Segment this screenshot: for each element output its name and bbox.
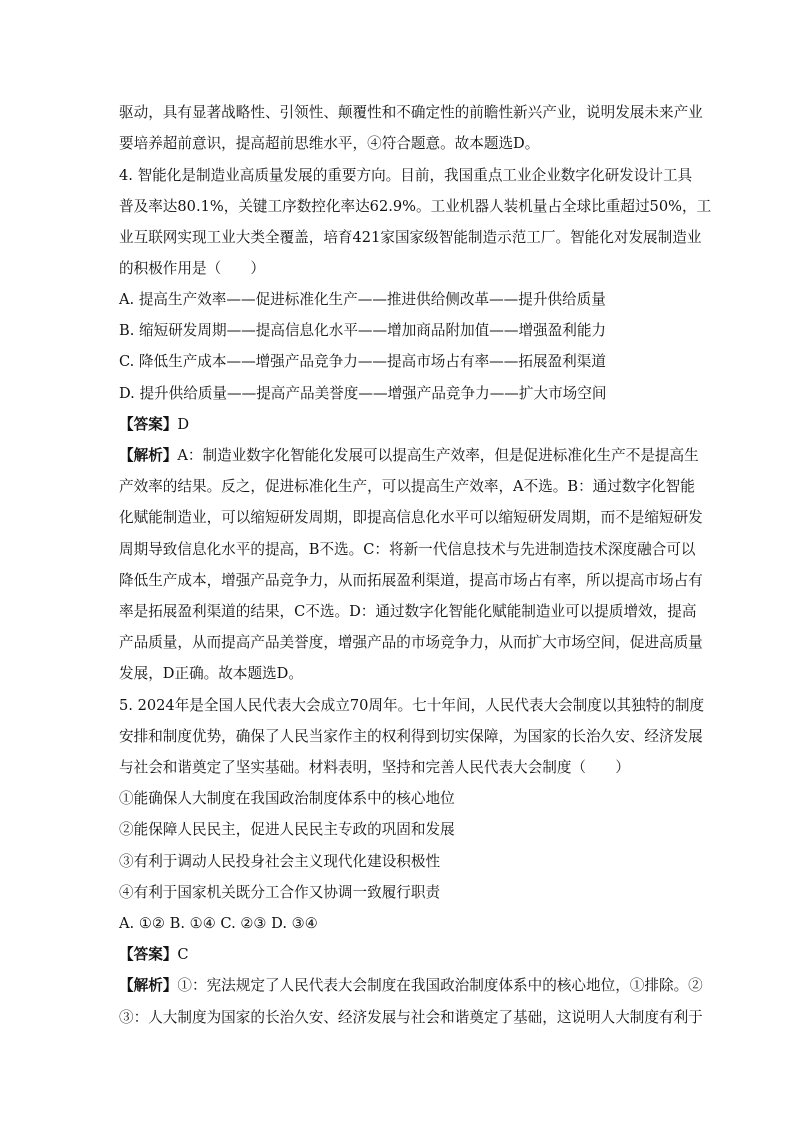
analysis-text: ①：宪法规定了人民代表大会制度在我国政治制度体系中的核心地位，①排除。②: [177, 977, 703, 994]
option-c: C. 降低生产成本——增强产品竞争力——提高市场占有率——拓展盈利渠道: [119, 353, 606, 370]
choices: A. ①② B. ①④ C. ②③ D. ③④: [119, 915, 318, 932]
statement-3: ③有利于调动人民投身社会主义现代化建设积极性: [119, 853, 441, 870]
text-line: 的积极作用是（ ）: [119, 260, 265, 277]
text-line: 产品质量，从而提高产品美誉度，增强产品的市场竞争力，从而扩大市场空间，促进高质量: [119, 634, 703, 651]
text-line: 化赋能制造业，可以缩短研发周期，即提高信息化水平可以缩短研发周期，而不是缩短研发: [119, 509, 703, 526]
analysis-label: 【解析】: [119, 447, 178, 464]
text-line: 降低生产成本，增强产品竞争力，从而拓展盈利渠道，提高市场占有率，所以提高市场占有: [119, 572, 703, 589]
text-line: 业互联网实现工业大类全覆盖，培育421家国家级智能制造示范工厂。智能化对发展制造业: [119, 229, 702, 246]
answer-line: [119, 415, 189, 435]
text-line: 与社会和谐奠定了坚实基础。材料表明，坚持和完善人民代表大会制度（ ）: [119, 759, 630, 776]
answer-value: D: [177, 416, 190, 433]
answer-value: C: [177, 946, 189, 963]
answer-label: 【答案】: [119, 946, 178, 963]
option-b: B. 缩短研发周期——提高信息化水平——增加商品附加值——增强盈利能力: [119, 322, 607, 339]
statement-4: ④有利于国家机关既分工合作又协调一致履行职责: [119, 884, 441, 901]
text-line: 普及率达80.1%，关键工序数控化率达62.9%。工业机器人装机量占全球比重超过50%，工: [119, 198, 712, 215]
text-line: 要培养超前意识，提高超前思维水平，④符合题意。故本题选D。: [119, 135, 540, 152]
answer-label: 【答案】: [119, 416, 178, 433]
text-line: 安排和制度优势，确保了人民当家作主的权利得到切实保障，为国家的长治久安、经济发展: [119, 728, 703, 745]
question-5-stem: 5. 2024年是全国人民代表大会成立70周年。七十年间，人民代表大会制度以其独特的制度: [119, 697, 705, 714]
text-line: 率是拓展盈利渠道的结果，C不选。D：通过数字化智能化赋能制造业可以提质增效，提高: [119, 603, 697, 620]
statement-1: ①能确保人大制度在我国政治制度体系中的核心地位: [119, 790, 455, 807]
text-line: 产效率的结果。反之，促进标准化生产，可以提高生产效率，A不选。B：通过数字化智能: [119, 478, 695, 495]
question-4-stem: 4. 智能化是制造业高质量发展的重要方向。目前，我国重点工业企业数字化研发设计工具: [119, 167, 693, 184]
analysis-line: [119, 446, 699, 466]
text-line: 驱动，具有显著战略性、引领性、颠覆性和不确定性的前瞻性新兴产业，说明发展未来产业: [119, 104, 703, 121]
analysis-text: A：制造业数字化智能化发展可以提高生产效率，但是促进标准化生产不是提高生: [177, 447, 699, 464]
analysis-label: 【解析】: [119, 977, 178, 994]
answer-line: [119, 945, 189, 965]
option-d: D. 提升供给质量——提高产品美誉度——增强产品竞争力——扩大市场空间: [119, 385, 607, 402]
option-a: A. 提高生产效率——促进标准化生产——推进供给侧改革——提升供给质量: [119, 291, 606, 308]
text-line: ③：人大制度为国家的长治久安、经济发展与社会和谐奠定了基础，这说明人大制度有利于: [119, 1009, 703, 1026]
text-line: 发展，D正确。故本题选D。: [119, 665, 303, 682]
text-line: 周期导致信息化水平的提高，B不选。C：将新一代信息技术与先进制造技术深度融合可以: [119, 541, 696, 558]
statement-2: ②能保障人民民主，促进人民民主专政的巩固和发展: [119, 821, 455, 838]
analysis-line: [119, 976, 703, 996]
